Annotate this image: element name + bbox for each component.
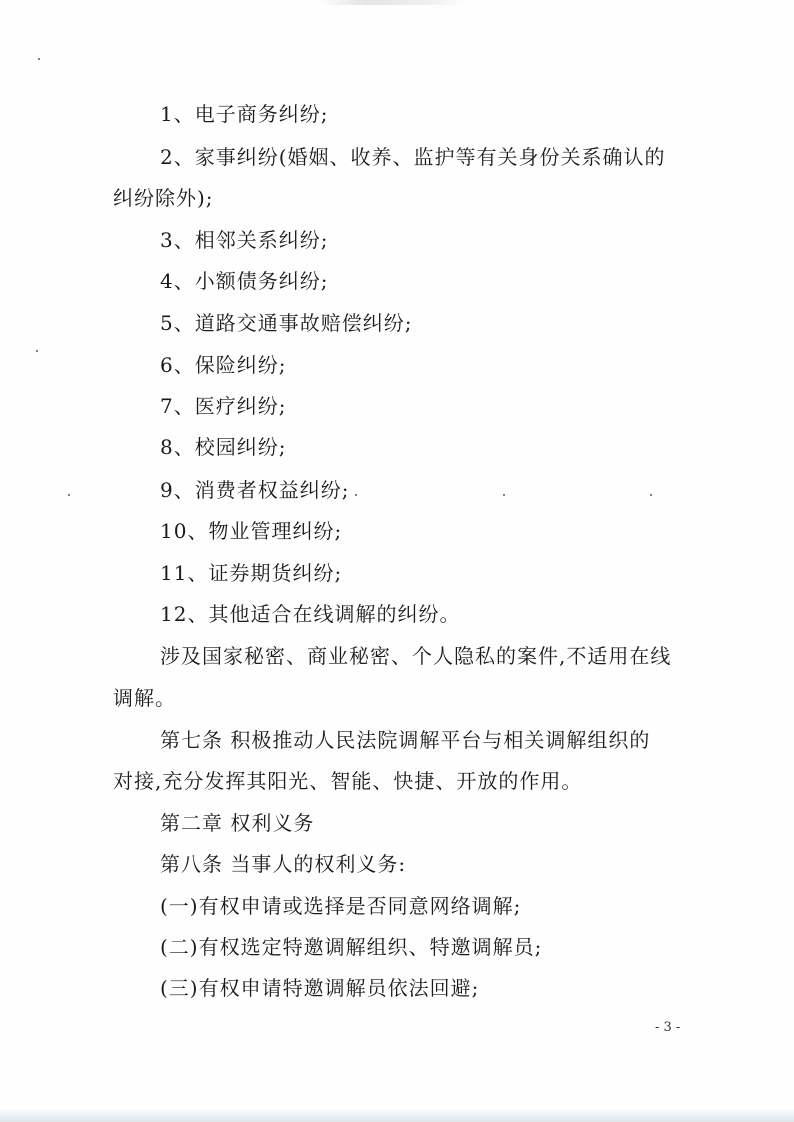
list-item-neighbor: 3、相邻关系纠纷;	[160, 228, 329, 252]
scan-smudge	[320, 0, 470, 5]
list-item-consumer: 9、消费者权益纠纷;	[160, 478, 350, 502]
list-item-ecommerce: 1、电子商务纠纷;	[160, 102, 329, 126]
list-item-medical: 7、医疗纠纷;	[160, 394, 287, 418]
list-item-small-debt: 4、小额债务纠纷;	[160, 269, 329, 293]
right-item-one: (一)有权申请或选择是否同意网络调解;	[160, 894, 522, 918]
list-item-campus: 8、校园纠纷;	[160, 435, 287, 459]
list-item-property: 10、物业管理纠纷;	[160, 519, 343, 543]
scan-shadow	[0, 1108, 794, 1122]
list-item-insurance: 6、保险纠纷;	[160, 353, 287, 377]
scan-speck	[68, 494, 70, 496]
right-item-two: (二)有权选定特邀调解组织、特邀调解员;	[160, 935, 543, 959]
scan-speck	[650, 494, 652, 496]
paragraph-exclusion: 涉及国家秘密、商业秘密、个人隐私的案件,不适用在线	[160, 644, 672, 668]
page-number: - 3 -	[655, 1020, 681, 1035]
scan-speck	[503, 494, 505, 496]
chapter-heading: 第二章 权利义务	[160, 811, 315, 835]
paragraph-exclusion-cont: 调解。	[113, 686, 176, 710]
right-item-three: (三)有权申请特邀调解员依法回避;	[160, 976, 480, 1000]
list-item-family-cont: 纠纷除外);	[113, 186, 214, 210]
scan-speck	[355, 494, 357, 496]
article-seven: 第七条 积极推动人民法院调解平台与相关调解组织的	[160, 728, 651, 752]
article-seven-cont: 对接,充分发挥其阳光、智能、快捷、开放的作用。	[113, 769, 583, 793]
list-item-securities: 11、证券期货纠纷;	[160, 561, 343, 585]
list-item-traffic: 5、道路交通事故赔偿纠纷;	[160, 311, 413, 335]
list-item-other: 12、其他适合在线调解的纠纷。	[160, 602, 461, 626]
article-eight: 第八条 当事人的权利义务:	[160, 852, 407, 876]
scan-speck	[36, 350, 38, 352]
scan-speck	[38, 58, 40, 60]
list-item-family: 2、家事纠纷(婚姻、收养、监护等有关身份关系确认的	[160, 145, 666, 169]
